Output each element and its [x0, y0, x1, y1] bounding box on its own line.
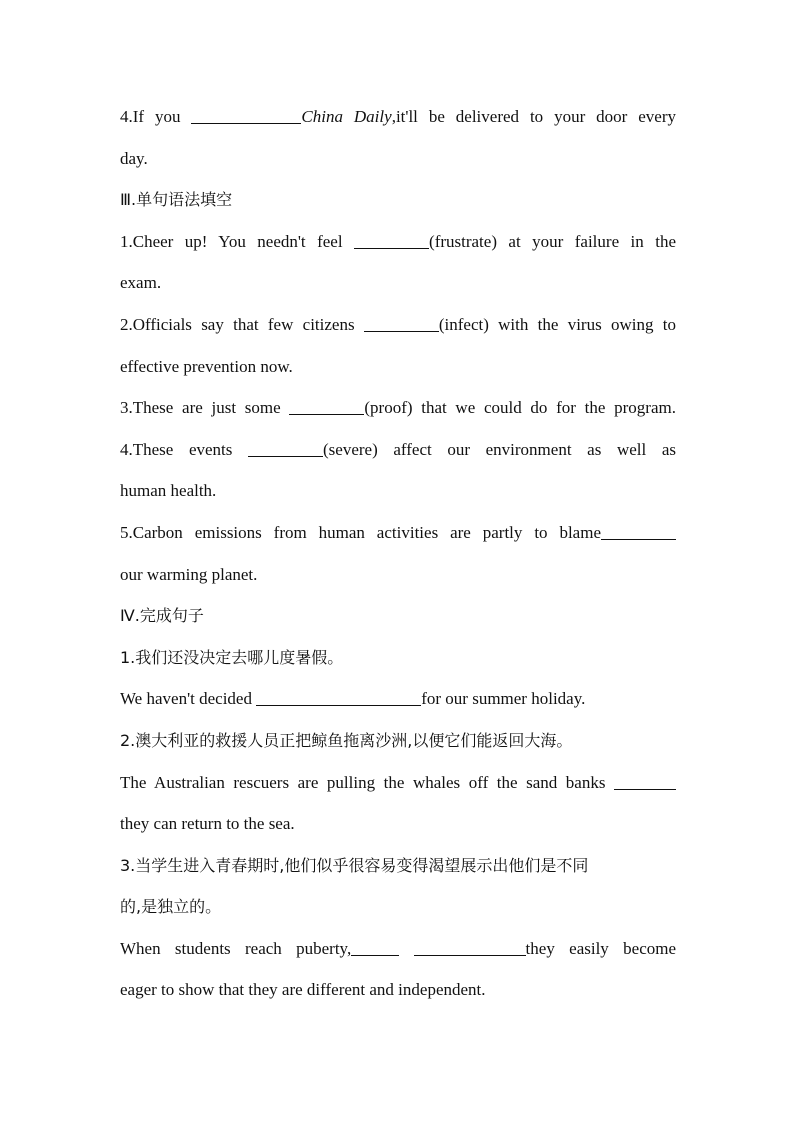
english-sentence-continued: [120, 969, 676, 1011]
question-line-continued: [120, 262, 676, 304]
english-sentence-continued: [120, 803, 676, 845]
section-heading-complete-sentences: [120, 595, 676, 637]
question-text: When students reach puberty,: [120, 938, 352, 958]
chinese-prompt: [120, 720, 676, 762]
question-text: 3.These are just some: [120, 398, 290, 418]
question-text: day.: [120, 148, 148, 168]
question-line: [120, 387, 676, 429]
question-line: [120, 304, 676, 346]
question-text: We haven't decided: [120, 689, 257, 709]
question-line-continued: [120, 554, 676, 596]
question-text: eager to show that they are different and independent.: [120, 980, 486, 1000]
answer-blank[interactable]: [289, 413, 364, 415]
question-text: human health.: [120, 481, 217, 501]
question-text: 5.Carbon emissions from human activities are partly to blame: [120, 522, 601, 542]
answer-blank[interactable]: [351, 954, 399, 956]
answer-blank[interactable]: [364, 330, 439, 332]
question-text: ,it'll be delivered to your door every: [391, 107, 677, 126]
answer-blank[interactable]: [601, 538, 676, 540]
chinese-prompt-text: 1.我们还没决定去哪儿度暑假。: [120, 647, 344, 667]
question-text: 1.Cheer up! You needn't feel: [120, 231, 355, 251]
question-text: (infect) with the virus owing to: [438, 314, 676, 334]
question-text: 4.These events: [120, 439, 249, 459]
question-text: they easily become: [525, 938, 677, 958]
answer-blank[interactable]: [256, 704, 421, 706]
newspaper-title: China Daily: [301, 107, 392, 126]
question-text: our warming planet.: [120, 564, 258, 584]
question-line: [120, 221, 676, 263]
question-line-continued: [120, 138, 676, 180]
question-text: (frustrate) at your failure in the: [429, 231, 676, 251]
question-text: exam.: [120, 273, 162, 293]
answer-blank[interactable]: [414, 954, 526, 956]
question-line-continued: [120, 346, 676, 388]
question-text: The Australian rescuers are pulling the whales off the sand banks: [120, 772, 614, 792]
question-text: 2.Officials say that few citizens: [120, 314, 364, 334]
chinese-prompt-text: 3.当学生进入青春期时,他们似乎很容易变得渴望展示出他们是不同: [120, 855, 589, 875]
chinese-prompt: [120, 845, 676, 887]
question-text: for our summer holiday.: [421, 689, 586, 709]
question-line: [120, 429, 676, 471]
english-sentence: [120, 928, 676, 970]
question-text: (proof) that we could do for the program.: [364, 398, 676, 418]
chinese-prompt-text: 2.澳大利亚的救援人员正把鲸鱼拖离沙洲,以便它们能返回大海。: [120, 730, 573, 750]
chinese-prompt-continued: [120, 886, 676, 928]
answer-blank[interactable]: [191, 122, 301, 124]
answer-blank[interactable]: [248, 455, 323, 457]
section-heading-text: Ⅲ.单句语法填空: [120, 190, 233, 210]
question-text: (severe) affect our environment as well as: [323, 439, 676, 459]
question-line: [120, 512, 676, 554]
worksheet-content: [120, 96, 676, 1011]
question-text: effective prevention now.: [120, 356, 293, 376]
english-sentence: [120, 762, 676, 804]
chinese-prompt: [120, 637, 676, 679]
question-line-continued: [120, 470, 676, 512]
answer-blank[interactable]: [614, 788, 676, 790]
section-heading-text: Ⅳ.完成句子: [120, 606, 204, 626]
question-line: [120, 96, 676, 138]
question-text: 4.If you: [120, 107, 192, 126]
answer-blank[interactable]: [354, 247, 429, 249]
english-sentence: [120, 678, 676, 720]
section-heading-grammar-fill: [120, 179, 676, 221]
chinese-prompt-text: 的,是独立的。: [120, 897, 222, 917]
question-text: they can return to the sea.: [120, 814, 295, 834]
